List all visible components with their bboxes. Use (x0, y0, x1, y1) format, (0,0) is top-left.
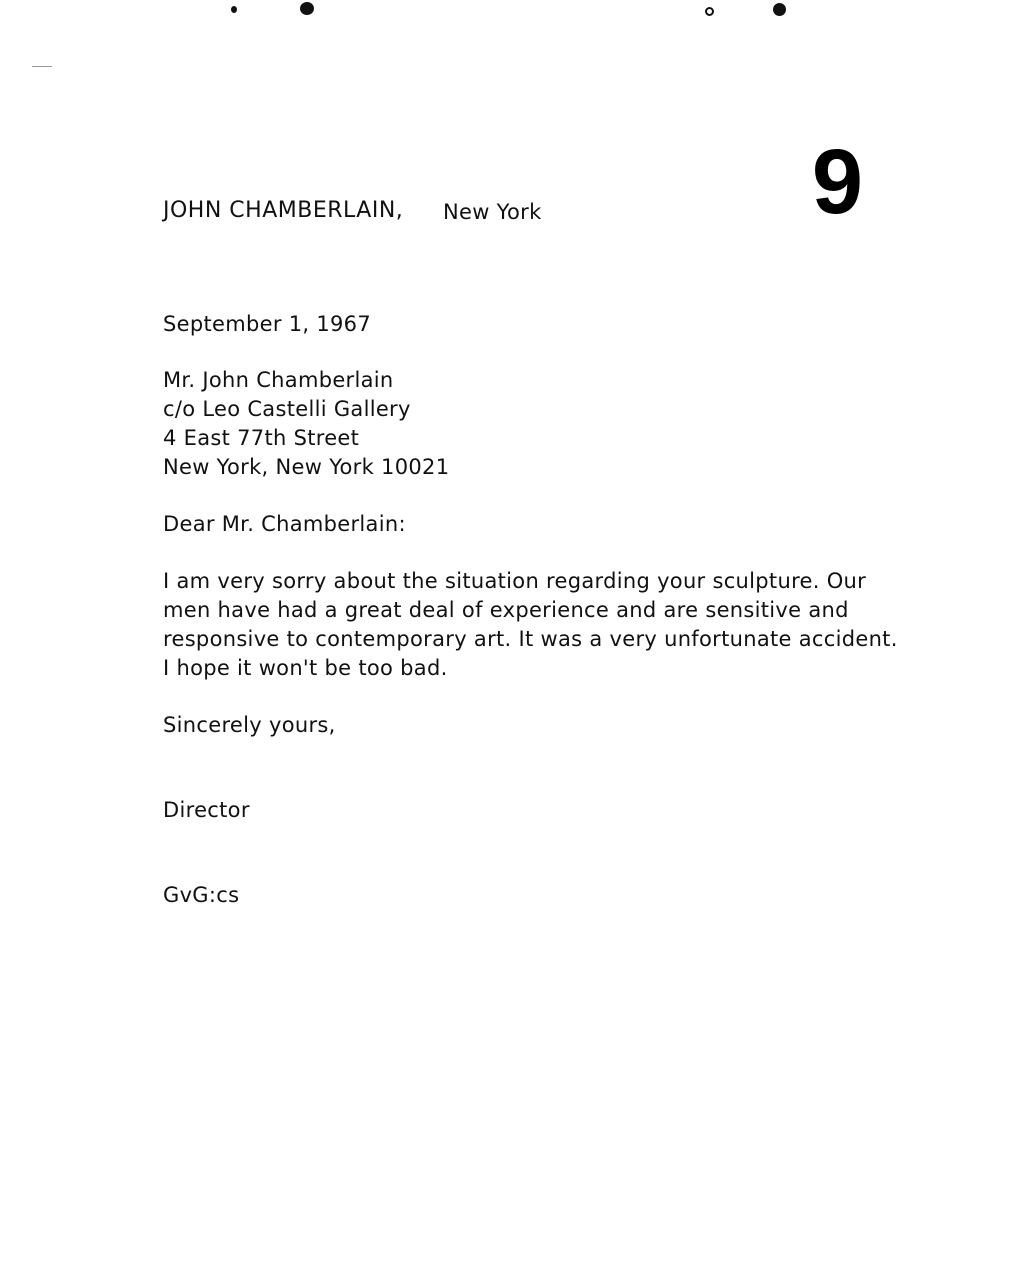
page-number: 9 (811, 131, 863, 233)
body-paragraph (163, 567, 898, 683)
body-line: I am very sorry about the situation regarding your sculpture. Our (163, 569, 867, 593)
address-line: c/o Leo Castelli Gallery (163, 397, 411, 421)
address-line: 4 East 77th Street (163, 426, 360, 450)
complimentary-close: Sincerely yours, (163, 713, 336, 737)
punch-hole-mark (773, 3, 786, 16)
address-line: New York, New York 10021 (163, 455, 450, 479)
recipient-heading: JOHN CHAMBERLAIN, (163, 198, 404, 223)
scan-mark (32, 66, 52, 67)
recipient-city: New York (443, 200, 542, 224)
body-line: responsive to contemporary art. It was a very unfortunate accident. (163, 627, 898, 651)
punch-hole-mark (705, 7, 714, 16)
signature-title: Director (163, 798, 250, 822)
reference-initials: GvG:cs (163, 883, 240, 907)
body-line: I hope it won't be too bad. (163, 656, 448, 680)
address-line: Mr. John Chamberlain (163, 368, 394, 392)
punch-hole-mark (231, 6, 237, 13)
inside-address (163, 366, 449, 482)
salutation: Dear Mr. Chamberlain: (163, 512, 406, 536)
letter-date: September 1, 1967 (163, 312, 372, 336)
body-line: men have had a great deal of experience and are sensitive and (163, 598, 849, 622)
punch-hole-mark (300, 2, 314, 15)
